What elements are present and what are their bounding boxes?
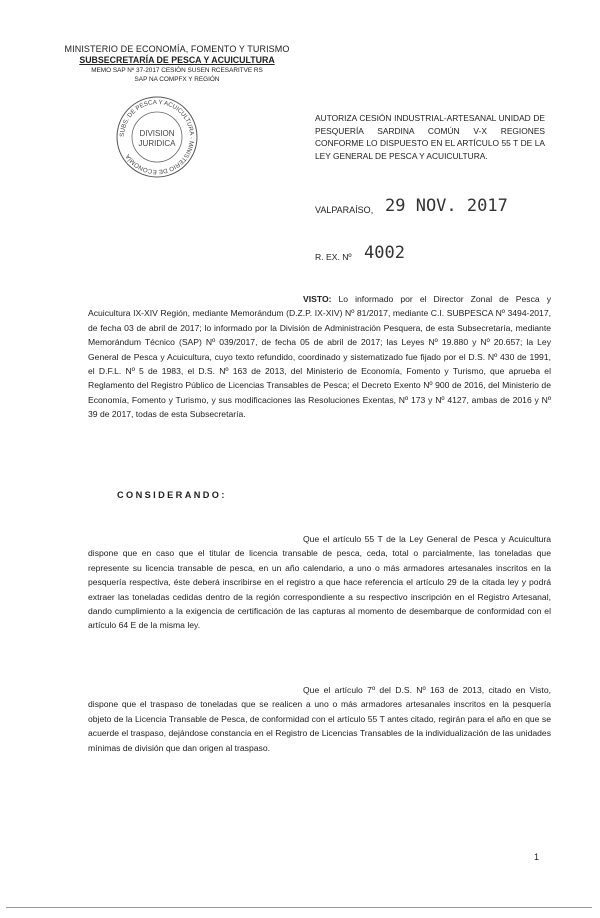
letterhead (62, 44, 292, 84)
considerando-paragraph-2: Que el artículo 7º del D.S. Nº 163 de 2013, citado en Visto, dispone que el traspaso de toneladas que se realicen a uno o más armadores artesanales inscritos en la pesquería objeto de la Licencia Transable de Pesca, de conformidad con el artículo 55 T antes citado, regirán para el año en que se acuerde el traspaso, dejándose constancia en el Registro de Licencias Transables de la individualización de las unidades mínimas de división que dan origen al traspaso. (88, 685, 551, 753)
bottom-divider (6, 907, 592, 908)
stamp-center-line2: JURIDICA (138, 139, 176, 148)
resolution-number-label: R. EX. Nº (315, 252, 352, 262)
subsecretaria-name: SUBSECRETARÍA DE PESCA Y ACUICULTURA (79, 55, 275, 65)
resolution-subject: AUTORIZA CESIÓN INDUSTRIAL-ARTESANAL UNIDAD DE PESQUERÍA SARDINA COMÚN V-X REGIONES CONFORME LO DISPUESTO EN EL ARTÍCULO 55 T DE LA LEY GENERAL DE PESCA Y ACUICULTURA. (315, 113, 545, 161)
page-number: 1 (534, 852, 540, 862)
memo-reference: MEMO SAP Nº 37-2017 CESIÓN SUSEN RCESARITVE RS (91, 67, 263, 74)
stamp-center-line1: DIVISION (139, 129, 175, 138)
visto-paragraph (88, 292, 551, 422)
considerando-paragraph-1: Que el artículo 55 T de la Ley General de Pesca y Acuicultura dispone que en caso que el titular de licencia transable de pesca, ceda, total o parcialmente, las toneladas que represente su licencia transable de pesca, en un año calendario, a uno o más armadores artesanales inscritos en la pesquería respectiva, éste deberá inscribirse en el registro a que hace referencia el artículo 29 de la citada ley y podrá extraer las toneladas cedidas dentro de la región correspondiente a su respectivo inscripción en el Registro Artesanal, dando cumplimiento a la exigencia de certificación de las capturas al momento de desembarque de conformidad con el artículo 64 E de la misma ley. (88, 534, 551, 631)
visto-heading: VISTO: (303, 294, 332, 304)
considerando-heading: CONSIDERANDO: (117, 490, 227, 500)
department-reference: SAP NA COMPFX Y REGIÓN (134, 76, 220, 83)
resolution-number: 4002 (364, 243, 405, 263)
juridical-stamp-icon (114, 94, 200, 180)
visto-text: Lo informado por el Director Zonal de Pesca y Acuicultura IX-XIV Región, mediante Memorándum (D.Z.P. IX-XIV) Nº 81/2017, mediante C.I. SUBPESCA Nº 3494-2017, de fecha 03 de abril de 2017; lo informado por la División de Administración Pesquera, de esta Subsecretaría, mediante Memorándum Técnico (SAP) Nº 039/2017, de fecha 05 de abril de 2017; las Leyes Nº 19.880 y Nº 20.657; la Ley General de Pesca y Acuicultura, cuyo texto refundido, coordinado y sistematizado fue fijado por el D.S. Nº 430 de 1991, el D.F.L. Nº 5 de 1983, el D.S. Nº 163 de 2013, del Ministerio de Economía, Fomento y Turismo, que aprueba el Reglamento del Registro Público de Licencias Transables de Pesca; el Decreto Exento Nº 900 de 2016, del Ministerio de Economía, Fomento y Turismo, y sus modificaciones las Resoluciones Exentas, Nº 173 y Nº 4127, ambas de 2016 y Nº 39 de 2017, todas de esta Subsecretaría. (88, 294, 551, 420)
ministry-name: MINISTERIO DE ECONOMÍA, FOMENTO Y TURISMO (64, 44, 290, 54)
stamp-ring-text: SUBS. DE PESCA Y ACUICULTURA · MINISTERIO DE ECONOMÍA (118, 98, 196, 176)
resolution-date: 29 NOV. 2017 (385, 196, 508, 216)
place-label: VALPARAÍSO, (315, 205, 374, 215)
